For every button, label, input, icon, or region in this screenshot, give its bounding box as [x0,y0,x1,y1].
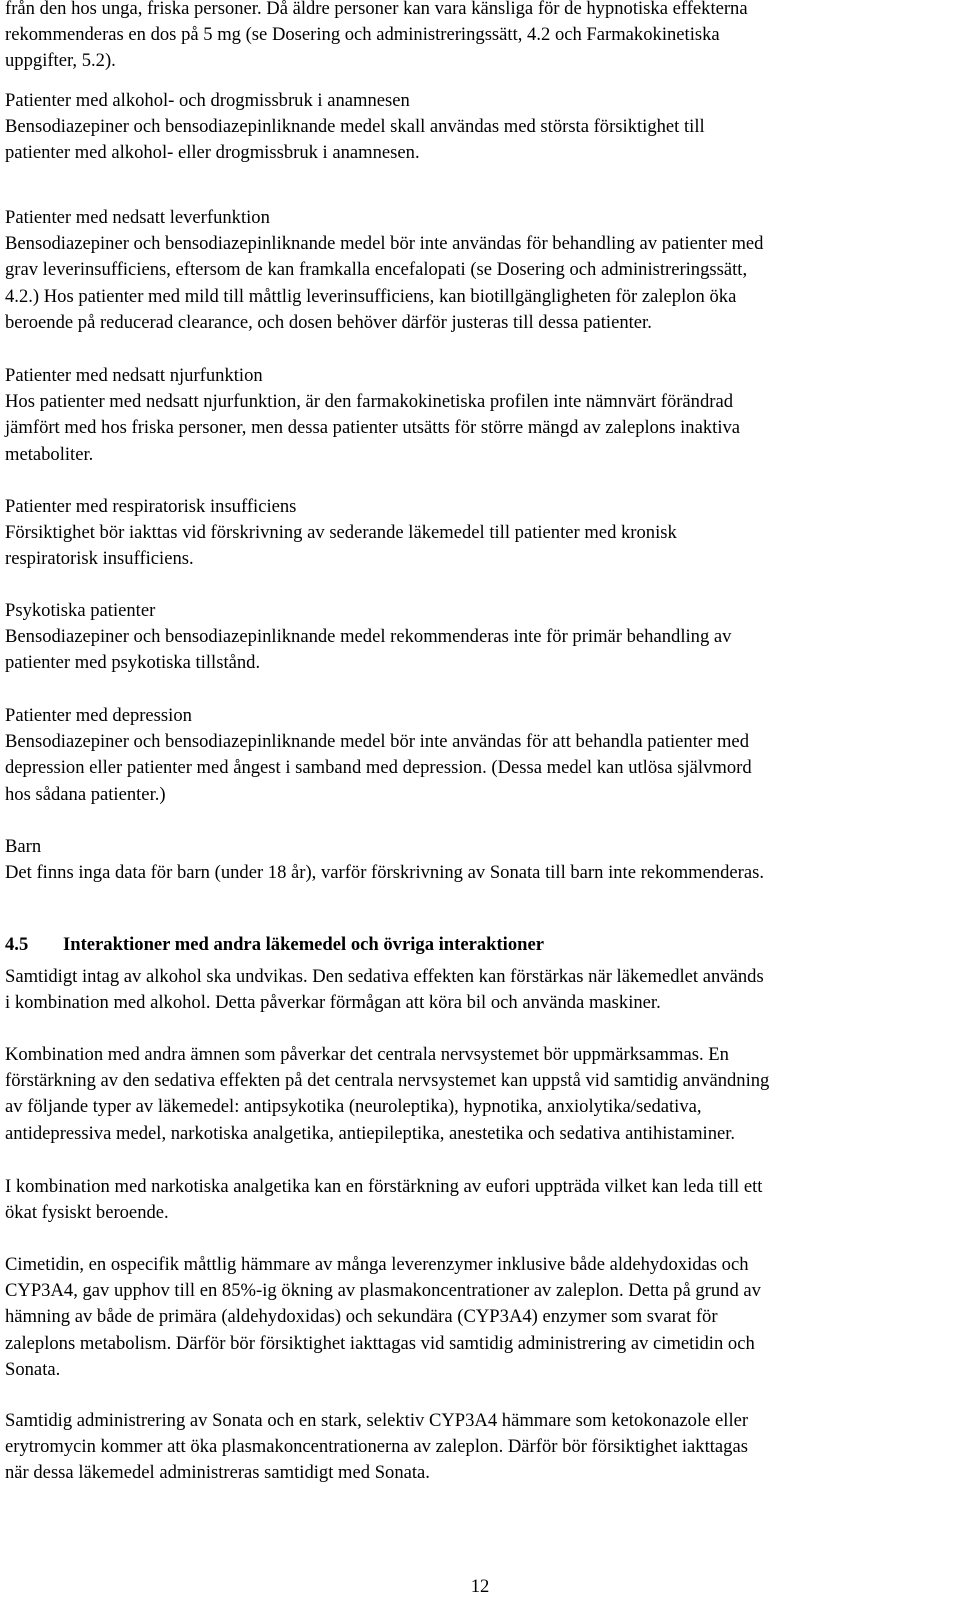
section-title: Patienter med nedsatt njurfunktion [5,365,263,386]
heading-number: 4.5 [5,934,29,955]
paragraph-cyp3a4-inhibitor [5,1408,945,1487]
paragraph-alcohol-intake [5,964,945,1016]
text-line: i kombination med alkohol. Detta påverkar förmågan att köra bil och använda maskiner. [5,992,661,1014]
section-title: Patienter med respiratorisk insufficiens [5,496,297,517]
text-line: från den hos unga, friska personer. Då äldre personer kan vara känsliga för de hypnotiska effekterna [5,0,748,19]
text-line: metaboliter. [5,443,94,465]
text-line: depression eller patienter med ångest i samband med depression. (Dessa medel kan utlösa självmord [5,757,752,779]
intro-paragraph [5,0,945,75]
page-number: 12 [470,1576,490,1597]
section-alcohol-drug-abuse [5,88,945,167]
text-line: erytromycin kommer att öka plasmakoncentrationerna av zaleplon. Därför bör försiktighet iakttagas [5,1436,748,1458]
section-respiratory-insufficiency [5,494,945,573]
text-line: jämfört med hos friska personer, men dessa patienter utsätts för större mängd av zaleplons inaktiva [5,417,741,439]
text-line: Bensodiazepiner och bensodiazepinliknande medel skall användas med största försiktighet till [5,116,705,138]
section-psychotic-patients [5,598,945,677]
section-children [5,834,945,886]
section-depression [5,703,945,808]
text-line: Kombination med andra ämnen som påverkar det centrala nervsystemet bör uppmärksammas. En [5,1044,729,1065]
section-title: Patienter med nedsatt leverfunktion [5,207,270,228]
section-title: Psykotiska patienter [5,600,156,621]
text-line: grav leverinsufficiens, eftersom de kan framkalla encefalopati (se Dosering och administreringssätt, [5,259,748,281]
text-line: Samtidig administrering av Sonata och en stark, selektiv CYP3A4 hämmare som ketokonazole eller [5,1410,749,1431]
text-line: när dessa läkemedel administreras samtidigt med Sonata. [5,1462,430,1484]
text-line: zaleplons metabolism. Därför bör försiktighet iakttagas vid samtidig administrering av cimetidin och [5,1332,755,1354]
text-line: 4.2.) Hos patienter med mild till måttlig leverinsufficiens, kan biotillgängligheten för zaleplon öka [5,285,737,307]
text-line: Försiktighet bör iakttas vid förskrivning av sederande läkemedel till patienter med kronisk [5,522,677,544]
heading-title: Interaktioner med andra läkemedel och övriga interaktioner [63,934,544,955]
paragraph-narcotic-analgesics [5,1174,945,1226]
text-line: hämning av både de primära (aldehydoxidas) och sekundära (CYP3A4) enzymer som svarat för [5,1306,718,1328]
text-line: av följande typer av läkemedel: antipsykotika (neuroleptika), hypnotika, anxiolytika/sedativa, [5,1096,702,1118]
text-line: respiratorisk insufficiens. [5,548,194,570]
section-title: Barn [5,836,42,857]
text-line: I kombination med narkotiska analgetika kan en förstärkning av eufori uppträda vilket kan leda till ett [5,1176,763,1197]
text-line: förstärkning av den sedativa effekten på det centrala nervsystemet kan uppstå vid samtidig användning [5,1070,770,1092]
text-line: hos sådana patienter.) [5,783,166,805]
section-heading-4-5 [5,932,544,958]
text-line: Hos patienter med nedsatt njurfunktion, är den farmakokinetiska profilen inte nämnvärt förändrad [5,391,734,413]
text-line: antidepressiva medel, narkotiska analgetika, antiepileptika, anestetika och sedativa antihistaminer. [5,1122,736,1144]
text-line: ökat fysiskt beroende. [5,1202,169,1224]
section-hepatic-impairment [5,205,945,336]
text-line: Cimetidin, en ospecifik måttlig hämmare av många leverenzymer inklusive både aldehydoxidas och [5,1254,749,1275]
text-line: rekommenderas en dos på 5 mg (se Dosering och administreringssätt, 4.2 och Farmakokinetiska [5,24,720,46]
text-line: Sonata. [5,1358,61,1380]
text-line: Samtidigt intag av alkohol ska undvikas. Den sedativa effekten kan förstärkas när läkemedlet används [5,966,764,987]
text-line: Bensodiazepiner och bensodiazepinliknande medel rekommenderas inte för primär behandling av [5,626,732,648]
section-renal-impairment [5,363,945,468]
paragraph-cns-combination [5,1042,945,1147]
text-line: CYP3A4, gav upphov till en 85%-ig ökning av plasmakoncentrationer av zaleplon. Detta på grund av [5,1280,761,1302]
text-line: beroende på reducerad clearance, och dosen behöver därför justeras till dessa patienter. [5,311,652,333]
paragraph-cimetidine [5,1252,945,1383]
text-line: Bensodiazepiner och bensodiazepinliknande medel bör inte användas för behandling av patienter med [5,233,764,255]
section-title: Patienter med depression [5,705,192,726]
text-line: patienter med psykotiska tillstånd. [5,652,261,674]
text-line: Det finns inga data för barn (under 18 år), varför förskrivning av Sonata till barn inte rekommenderas. [5,862,764,884]
section-title: Patienter med alkohol- och drogmissbruk i anamnesen [5,90,410,111]
text-line: uppgifter, 5.2). [5,50,116,72]
text-line: Bensodiazepiner och bensodiazepinliknande medel bör inte användas för att behandla patienter med [5,731,749,753]
text-line: patienter med alkohol- eller drogmissbruk i anamnesen. [5,142,420,164]
